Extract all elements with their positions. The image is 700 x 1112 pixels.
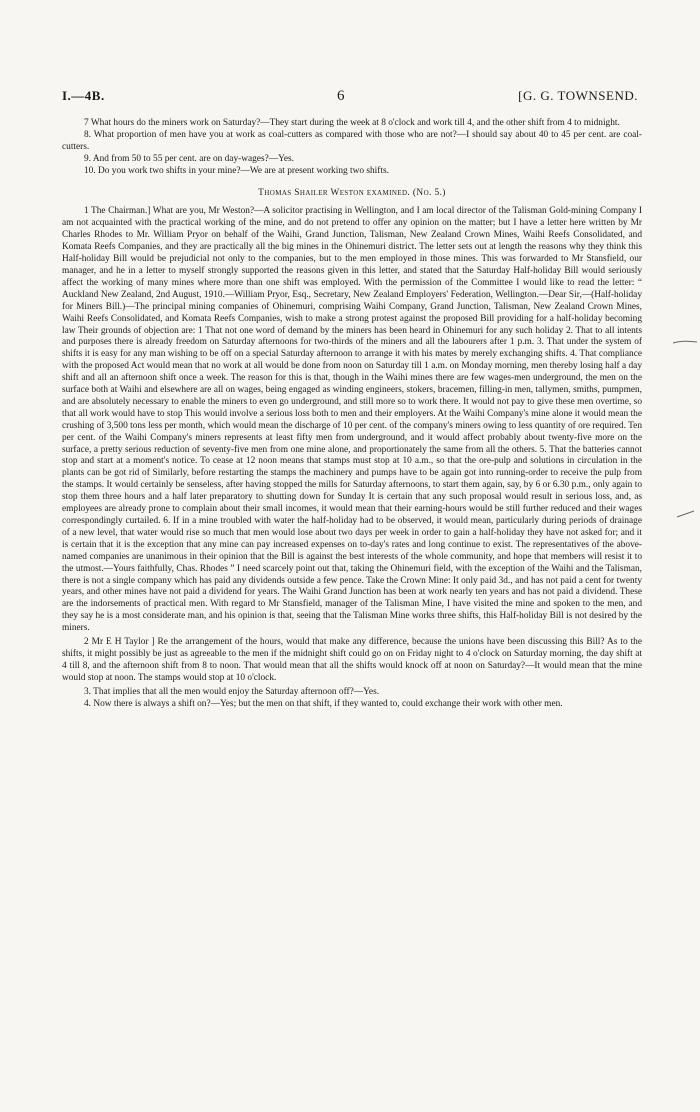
- margin-pen-mark-top: [672, 338, 698, 346]
- weston-question-2: 2 Mr E H Taylor ] Re the arrangement of the hours, would that make any difference, because the unions have been discussing this Bill? As to the shifts, it might possibly be just as agreeable to the men if the midnight shift could go on on Friday night to 4 o'clock on Saturday morning, the day shift at 4 till 8, and the afternoon shift from 8 to noon. That would mean that all the shifts would knock off at noon on Saturday?—It would mean that the mine would stop at noon. The stamps would stop at 10 o'clock.: [62, 637, 642, 683]
- margin-pen-mark-middle: [676, 508, 696, 520]
- question-7: 7 What hours do the miners work on Saturday?—They start during the week at 8 o'clock and work till 4, and the other shift from 4 to midnight.: [84, 118, 620, 128]
- weston-question-4: 4. Now there is always a shift on?—Yes; but the men on that shift, if they wanted to, could exchange their work with other men.: [84, 698, 563, 709]
- section-heading: Thomas Shailer Weston examined. (No. 5.): [258, 187, 446, 198]
- weston-answer-1: 1 The Chairman.] What are you, Mr Weston?—A solicitor practising in Wellington, and I am local director of the Talisman Gold-mining Company I am not acquainted with the practical working of the mine, and do not pretend to offer any opinion on the matter; but I have a letter here written by Mr Charles Rhodes to Mr. William Pryor on behalf of the Waihi, Grand Junction, Talisman, New Zealand Crown Mines, Waihi Reefs Consolidated, and Komata Reefs Companies, and they are practically all the big mines in the Ohinemuri district. The letter sets out at length the reasons why they think this Half-holiday Bill would be prejudicial not only to the companies, but to the men employed in those mines. This was forwarded to Mr Stansfield, our manager, and he in a letter to myself strongly supported the reasons given in this letter, and stated that the Saturday Half-holiday Bill would seriously affect the working of many mines where more than one shift was employed. With the permission of the Committee I would like to read the letter: “ Auckland New Zealand, 2nd August, 1910.—William Pryor, Esq., Secretary, New Zealand Employers' Federation, Wellington.—Dear Sir,—(Half-holiday for Miners Bill.)—The principal mining companies of Ohinemuri, comprising Waihi Company, Grand Junction, Talisman, New Zealand Crown Mines, Waihi Reefs Consolidated, and Komata Reefs Companies, wish to make a strong protest against the proposed Bill providing for a half-holiday becoming law Their grounds of objection are: 1 That not one word of demand by the miners has been heard in Ohinemuri for any such holiday 2. That to all intents and purposes there is already freedom on Saturday afternoons for two-thirds of the miners and all the labourers after 1 p.m. 3. That under the system of shifts it is easy for any man wishing to be off on a special Saturday afternoon to arrange it with his mates by merely exchanging shifts. 4. That compliance with the proposed Act would mean that no work at all would be done from noon on Saturday till 1 a.m. on Monday morning, men thereby losing half a day shift and all an afternoon shift once a week. The reason for this is that, though in the Waihi mines there are few wages-men underground, the men on the surface both at Waihi and elsewhere are all on wages, being engaged as winding engineers, stokers, bracemen, filling-in men, tallymen, smiths, pumpmen, and are absolutely necessary to enable the miners to even go underground, and still more so to work there. It would not pay to give these men overtime, so that all work would have to stop This would involve a serious loss both to men and their employers. At the Waihi Company's mine alone it would mean the crushing of 3,500 tons less per month, which would mean the discharge of 10 per cent. of the company's miners owing to less quantity of ore required. Ten per cent. of the Waihi Company's miners represents at least fifty men from underground, and it would affect probably about twenty-five more on the surface, a pretty serious reduction of seventy-five men from one mine alone, and proportionately the same from all the others. 5. That the batteries cannot stop and start at a moment's notice. To cease at 12 noon means that stamps must stop at 10 a.m., so that the ore-pulp and solutions in circulation in the plants can be got rid of Similarly, before restarting the stamps the machinery and pumps have to be again got into running-order to receive the pulp from the stamps. It would certainly be senseless, after having stopped the mills for Saturday afternoons, to start them again, say, by 6 or 6.30 p.m., only again to stop them three hours and a half later preparatory to shutting down for Sunday It is certain that any such proposal would result in serious loss, and, as employees are already prone to complain about their small incomes, it would mean that their earning-hours would be still further reduced and their wages correspondingly curtailed. 6. If in a mine troubled with water the half-holiday had to be observed, it would mean, particularly during periods of drainage of a new level, that water would rise so much that men would lose about two days per week in order to gain a half-holiday they have not asked for; and it is certain that it is the exception that any mine can pay increased expenses on to-day's rates and long continue to exist. The representatives of the above-named companies are unanimous in their opinion that the Bill is against the best interests of the whole community, and hope that members will resist it to the utmost.—Yours faithfully, Chas. Rhodes ” I need scarcely point out that, taking the Ohinemuri field, with the exception of the Waihi and the Talisman, there is not a single company which has paid any dividends outside a few pence. Take the Crown Mine: It only paid 3d., and has not paid a cent for twenty years, and other mines have not paid a dividend for years. The Waihi Grand Junction has been at work nearly ten years and has not paid a dividend. These are the indorsements of practical men. With regard to Mr Stansfield, manager of the Talisman Mine, I have visited the mine and spoken to the men, and they say he is a most considerate man, and his opinion is that, seeing that the Talisman Mine works three shifts, this Half-holiday Bill is not desired by the miners.: [62, 206, 642, 634]
- document-reference: I.—4B.: [62, 88, 105, 103]
- page-number: 6: [337, 88, 345, 104]
- weston-question-3: 3. That implies that all the men would enjoy the Saturday afternoon off?—Yes.: [84, 686, 380, 697]
- question-10: 10. Do you work two shifts in your mine?—We are at present working two shifts.: [84, 165, 389, 176]
- question-8: 8. What proportion of men have you at work as coal-cutters as compared with those who are not?—I should say about 40 to 45 per cent. are coal-cutters.: [62, 129, 642, 152]
- document-body: [62, 118, 642, 711]
- question-9: 9. And from 50 to 55 per cent. are on day-wages?—Yes.: [84, 153, 295, 164]
- page-header: [62, 88, 638, 108]
- witness-name-header: [G. G. TOWNSEND.: [518, 88, 638, 103]
